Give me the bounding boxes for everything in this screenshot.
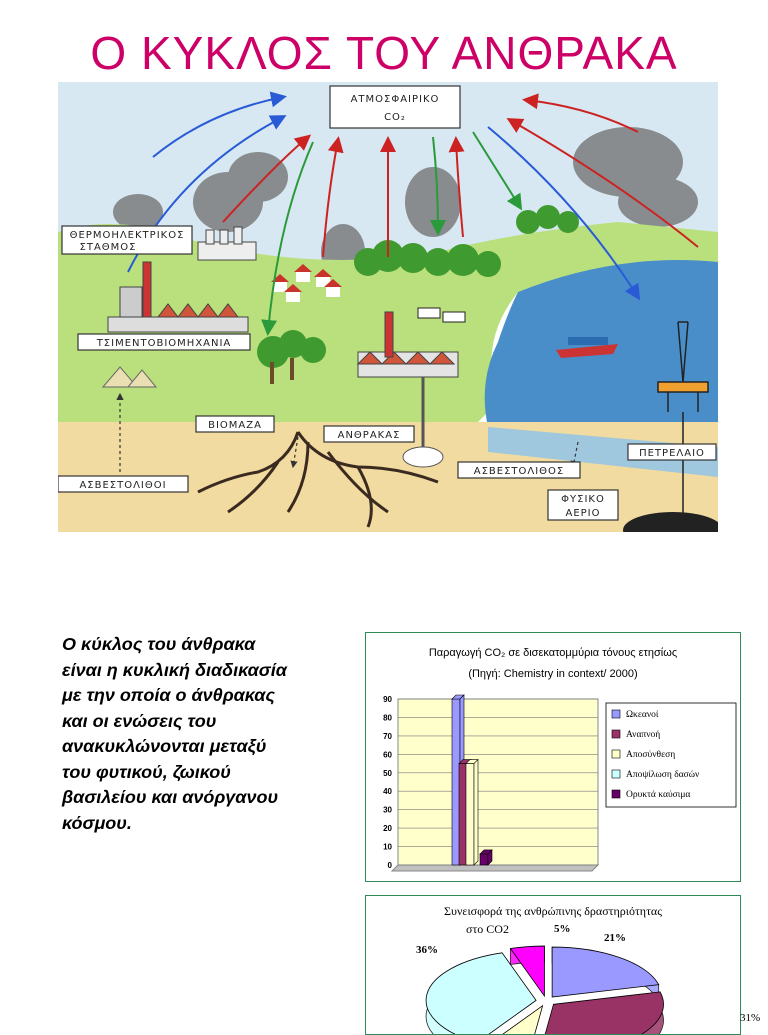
svg-text:ΑΣΒΕΣΤΟΛΙΘΟΙ: ΑΣΒΕΣΤΟΛΙΘΟΙ [79,480,167,491]
description-line: ανακυκλώνονται μεταξύ [62,736,267,756]
svg-text:ΑΝΘΡΑΚΑΣ: ΑΝΘΡΑΚΑΣ [337,430,401,441]
label-oil [628,444,716,460]
description-line: βασιλείου και ανόργανου [62,787,279,807]
legend-swatch [612,750,620,758]
label-limestones [58,476,188,492]
y-tick-label: 40 [383,787,392,797]
y-tick-label: 30 [383,805,392,815]
pie-slice [540,992,664,1035]
description-paragraph [62,632,352,836]
y-tick-label: 20 [383,824,392,834]
chart-subtitle: στο CO2 [466,922,509,936]
legend-label: Αναπνοή [626,730,661,740]
svg-text:ΒΙΟΜΑΖΑ: ΒΙΟΜΑΖΑ [208,420,262,431]
svg-text:ΤΣΙΜΕΝΤΟΒΙΟΜΗΧΑΝΙΑ: ΤΣΙΜΕΝΤΟΒΙΟΜΗΧΑΝΙΑ [96,338,232,349]
legend-swatch [612,710,620,718]
label-atmosphere [330,86,460,128]
carbon-cycle-illustration [58,82,718,532]
legend-swatch [612,770,620,778]
label-biomass [196,416,274,432]
legend-label: Ορυκτά καύσιμα [626,790,691,800]
pie-label-21: 21% [604,932,626,944]
svg-text:ΑΕΡΙΟ: ΑΕΡΙΟ [565,508,601,519]
chart-title: Συνεισφορά της ανθρώπινης δραστηριότητας [444,904,662,918]
y-tick-label: 50 [383,768,392,778]
pie-label-5: 5% [554,923,571,935]
svg-text:ΑΣΒΕΣΤΟΛΙΘΟΣ: ΑΣΒΕΣΤΟΛΙΘΟΣ [473,466,565,477]
legend-swatch [612,730,620,738]
label-coal [324,426,414,442]
human-contribution-chart [365,895,741,1035]
chart-title: Παραγωγή CO₂ σε δισεκατομμύρια τόνους ετησίως [428,647,678,659]
plot-floor [392,865,598,871]
co2-production-chart [365,632,741,882]
y-tick-label: 10 [383,842,392,852]
label-limestone [458,462,580,478]
description-line: του φυτικού, ζωικού [62,761,231,782]
y-tick-label: 80 [383,713,392,723]
svg-text:ΦΥΣΙΚΟ: ΦΥΣΙΚΟ [561,494,605,505]
legend-swatch [612,790,620,798]
svg-text:CO₂: CO₂ [384,112,406,123]
plot-area [398,699,598,865]
description-line: με την οποία ο άνθρακας [62,685,276,705]
pie-label-36: 36% [416,944,438,956]
legend-label: Αποσύνθεση [626,750,676,760]
pie-label-31: 31% [740,1012,761,1024]
bar-side [474,760,478,865]
label-natural-gas [548,490,618,520]
svg-text:ΠΕΤΡΕΛΑΙΟ: ΠΕΤΡΕΛΑΙΟ [639,448,705,459]
y-tick-label: 90 [383,695,392,704]
label-cement [78,334,250,350]
pie-slice [552,947,659,997]
pie-chart-plot [366,896,741,1035]
label-power-station [62,226,192,254]
svg-text:ΘΕΡΜΟΗΛΕΚΤΡΙΚΟΣ: ΘΕΡΜΟΗΛΕΚΤΡΙΚΟΣ [69,230,185,241]
chart-subtitle: (Πηγή: Chemistry in context/ 2000) [468,668,638,680]
y-tick-label: 70 [383,731,392,741]
description-line: κόσμου. [62,812,132,833]
description-line: είναι η κυκλική διαδικασία [62,659,287,680]
svg-text:ΣΤΑΘΜΟΣ: ΣΤΑΘΜΟΣ [79,242,137,253]
legend-label: Ωκεανοί [626,710,659,720]
bar [466,764,474,865]
y-tick-label: 0 [387,861,392,870]
legend-label: Αποψίλωση δασών [626,770,700,780]
description-line: Ο κύκλος του άνθρακα [62,634,256,654]
svg-text:ΑΤΜΟΣΦΑΙΡΙΚΟ: ΑΤΜΟΣΦΑΙΡΙΚΟ [350,94,440,105]
bar-chart-plot [366,633,742,883]
page-title: Ο ΚΥΚΛΟΣ ΤΟΥ ΑΝΘΡΑΚΑ [90,27,678,79]
y-tick-label: 60 [383,750,392,760]
bar [480,854,488,865]
description-line: και οι ενώσεις του [62,710,217,731]
